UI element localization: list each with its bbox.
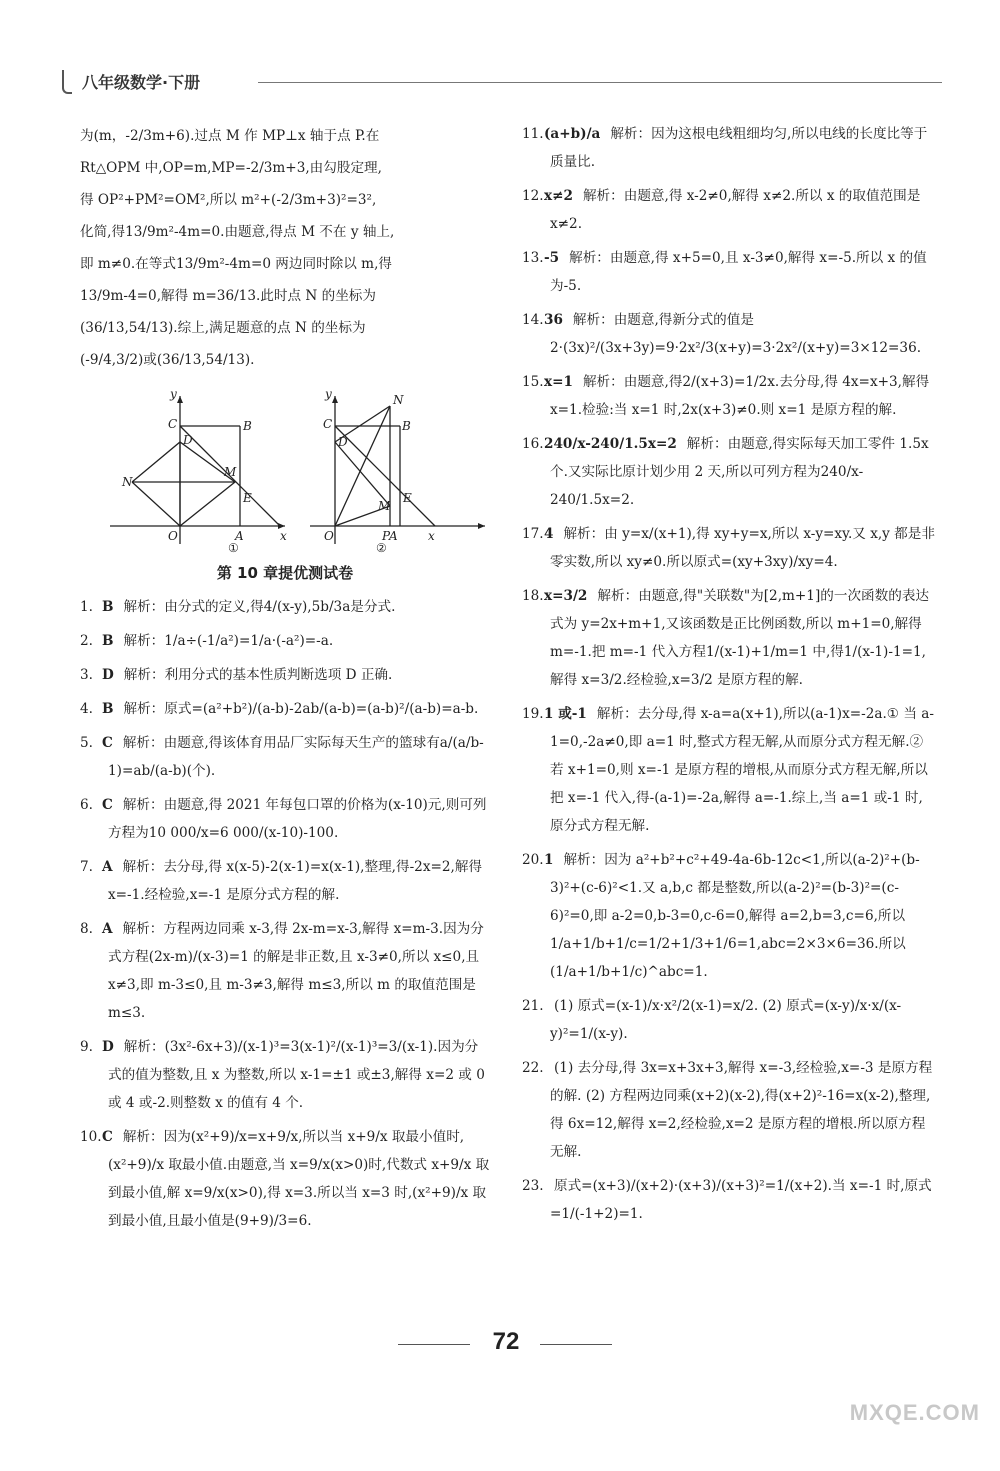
item-explanation: 解析：由题意,得该体育用品厂实际每天生产的篮球有a/(a/b-1)=ab/(a-b)(个).	[108, 735, 484, 779]
item-number: 16.	[522, 436, 544, 452]
answer-item	[80, 593, 490, 621]
item-explanation: 解析：利用分式的基本性质判断选项 D 正确.	[123, 667, 393, 683]
item-explanation: 解析：由题意,得新分式的值是2·(3x)²/(3x+3y)=9·2x²/3(x+y)=3·2x²/(x+y)=3×12=36.	[550, 312, 922, 356]
item-number: 9.	[80, 1039, 93, 1055]
item-answer: B	[102, 633, 114, 649]
svg-text:E: E	[403, 491, 412, 505]
svg-text:D: D	[183, 433, 193, 447]
left-column	[80, 120, 490, 1241]
item-explanation: 解析：去分母,得 x(x-5)-2(x-1)=x(x-1),整理,得-2x=2,解得 x=-1.经检验,x=-1 是原分式方程的解.	[108, 859, 483, 903]
item-explanation: 解析：(3x²-6x+3)/(x-1)³=3(x-1)²/(x-1)³=3/(x-1).因为分式的值为整数,且 x 为整数,所以 x-1=±1 或±3,解得 x=2 或 0 或 4 或-2.则整数 x 的值有 4 个.	[108, 1039, 485, 1111]
svg-text:A: A	[235, 529, 244, 543]
footer-rule-left	[398, 1344, 470, 1345]
item-answer: B	[102, 701, 114, 717]
item-number: 11.	[522, 126, 544, 142]
item-number: 18.	[522, 588, 544, 604]
answer-item	[80, 791, 490, 847]
item-number: 4.	[80, 701, 93, 717]
intro-line: 13/9m-4=0,解得 m=36/13.此时点 N 的坐标为	[80, 288, 376, 304]
intro-line: 化简,得13/9m²-4m=0.由题意,得点 M 不在 y 轴上,	[80, 224, 395, 240]
item-number: 17.	[522, 526, 544, 542]
intro-line: 为(m，-2/3m+6).过点 M 作 MP⊥x 轴于点 P.在	[80, 128, 380, 144]
figures	[80, 384, 490, 554]
svg-text:y: y	[325, 387, 332, 401]
item-answer: 36	[544, 312, 563, 328]
figure-2	[310, 387, 485, 554]
answer-item	[522, 846, 936, 986]
item-number: 23.	[522, 1178, 544, 1194]
answer-item	[80, 1033, 490, 1117]
item-explanation: 解析：由题意,得 x-2≠0,解得 x≠2.所以 x 的取值范围是 x≠2.	[550, 188, 921, 232]
item-explanation: 解析：方程两边同乘 x-3,得 2x-m=x-3,解得 x=m-3.因为分式方程(2x-m)/(x-3)=1 的解是非正数,且 x-3≠0,所以 x≤0,且 x≠3,即 m-3≤0,且 m-3≠3,解得 m≤3,所以 m 的取值范围是 m≤3.	[108, 921, 484, 1021]
item-explanation: 解析：因为 a²+b²+c²+49-4a-6b-12c<1,所以(a-2)²+(b-3)²+(c-6)²<1.又 a,b,c 都是整数,所以(a-2)²=(b-3)²=(c-6)²=0,即 a-2=0,b-3=0,c-6=0,解得 a=2,b=3,c=6,所以1/a+1/b+1/c=1/2+1/3+1/6=1,abc=2×3×6=36.所以(1/a+1/b+1/c)^abc=1.	[550, 852, 920, 980]
answer-item	[522, 582, 936, 694]
item-explanation: 解析：由题意,得 2021 年每包口罩的价格为(x-10)元,则可列方程为10 000/x=6 000/(x-10)-100.	[108, 797, 487, 841]
item-answer: D	[102, 667, 114, 683]
item-number: 22.	[522, 1060, 544, 1076]
answer-item	[522, 520, 936, 576]
item-answer: (a+b)/a	[544, 126, 601, 142]
item-explanation: 解析：由题意,得实际每天加工零件 1.5x 个.又实际比原计划少用 2 天,所以可列方程为240/x-240/1.5x=2.	[550, 436, 929, 508]
svg-text:C: C	[323, 417, 333, 431]
svg-text:M: M	[378, 499, 391, 513]
item-answer: x=1	[544, 374, 573, 390]
item-answer: D	[102, 1039, 114, 1055]
svg-text:E: E	[243, 491, 252, 505]
answer-item	[522, 368, 936, 424]
svg-text:B: B	[402, 419, 411, 433]
intro-line: Rt△OPM 中,OP=m,MP=-2/3m+3,由勾股定理,	[80, 160, 382, 176]
item-number: 21.	[522, 998, 544, 1014]
section-title: 第 10 章提优测试卷	[216, 564, 354, 582]
intro-line: (-9/4,3/2)或(36/13,54/13).	[80, 352, 255, 368]
answer-item	[80, 695, 490, 723]
item-number: 3.	[80, 667, 93, 683]
intro-block	[80, 120, 490, 376]
item-number: 20.	[522, 852, 544, 868]
item-number: 10.	[80, 1129, 102, 1145]
svg-text:O: O	[324, 529, 334, 543]
item-explanation: 原式=(x+3)/(x+2)·(x+3)/(x+3)²=1/(x+2).当 x=-1 时,原式=1/(-1+2)=1.	[550, 1178, 932, 1222]
item-explanation: 解析：由题意,得 x+5=0,且 x-3≠0,解得 x=-5.所以 x 的值为-5.	[550, 250, 927, 294]
item-answer: x≠2	[544, 188, 573, 204]
svg-text:D: D	[338, 435, 348, 449]
right-column	[522, 120, 936, 1234]
item-number: 12.	[522, 188, 544, 204]
item-answer: A	[102, 859, 113, 875]
item-explanation: 解析：1/a÷(-1/a²)=1/a·(-a²)=-a.	[123, 633, 334, 649]
answer-item	[80, 853, 490, 909]
header-title: 八年级数学·下册	[82, 73, 201, 92]
answer-item	[80, 915, 490, 1027]
item-number: 19.	[522, 706, 544, 722]
figure-1	[110, 387, 287, 554]
item-explanation: 解析：去分母,得 x-a=a(x+1),所以(a-1)x=-2a.① 当 a-1=0,-2a≠0,即 a=1 时,整式方程无解,从而原分式方程无解.② 若 x+1=0,则 x=-1 是原方程的增根,从而原分式方程无解,所以把 x=-1 代入,得-(a-1)=-2a,解得 a=-1.综上,当 a=1 或-1 时,原分式方程无解.	[550, 706, 934, 834]
item-number: 14.	[522, 312, 544, 328]
item-answer: C	[102, 797, 113, 813]
item-explanation: 解析：原式=(a²+b²)/(a-b)-2ab/(a-b)=(a-b)²/(a-b)=a-b.	[123, 701, 479, 717]
answer-item	[522, 700, 936, 840]
page-footer	[0, 1322, 1000, 1362]
item-number: 5.	[80, 735, 93, 751]
answer-item	[80, 627, 490, 655]
svg-text:x: x	[428, 529, 435, 543]
answer-item	[522, 1054, 936, 1166]
svg-text:B: B	[243, 419, 252, 433]
item-answer: C	[102, 1129, 113, 1145]
answer-item	[522, 992, 936, 1048]
intro-line: 即 m≠0.在等式13/9m²-4m=0 两边同时除以 m,得	[80, 256, 392, 272]
item-number: 2.	[80, 633, 93, 649]
item-answer: 1	[544, 852, 554, 868]
item-answer: 1 或-1	[544, 706, 587, 722]
item-answer: B	[102, 599, 114, 615]
answer-item	[522, 306, 936, 362]
answer-item	[522, 430, 936, 514]
item-number: 13.	[522, 250, 544, 266]
item-number: 1.	[80, 599, 93, 615]
item-explanation: 解析：由分式的定义,得4/(x-y),5b/3a是分式.	[123, 599, 396, 615]
item-number: 7.	[80, 859, 93, 875]
item-answer: C	[102, 735, 113, 751]
figure-1-label: ①	[228, 541, 239, 554]
svg-text:N: N	[393, 393, 404, 407]
left-answer-list	[80, 593, 490, 1235]
item-answer: -5	[544, 250, 560, 266]
item-answer: 240/x-240/1.5x=2	[544, 436, 677, 452]
svg-text:N: N	[122, 475, 133, 489]
header-rule	[258, 82, 942, 83]
answer-item	[522, 182, 936, 238]
svg-text:x: x	[280, 529, 287, 543]
item-explanation: 解析：因为(x²+9)/x=x+9/x,所以当 x+9/x 取最小值时,(x²+9)/x 取最小值.由题意,当 x=9/x(x>0)时,代数式 x+9/x 取到最小值,解 x=9/x(x>0),得 x=3.所以当 x=3 时,(x²+9)/x 取到最小值,且最小值是(9+9)/3=6.	[108, 1129, 490, 1229]
answer-item	[80, 1123, 490, 1235]
item-answer: A	[102, 921, 113, 937]
intro-line: (36/13,54/13).综上,满足题意的点 N 的坐标为	[80, 320, 366, 336]
answer-item	[522, 244, 936, 300]
watermark: MXQE.COM	[849, 1400, 980, 1425]
answer-item	[80, 661, 490, 689]
svg-text:M: M	[224, 465, 237, 479]
item-explanation: 解析：由题意,得"关联数"为[2,m+1]的一次函数的表达式为 y=2x+m+1,又该函数是正比例函数,所以 m+1=0,解得 m=-1.把 m=-1 代入方程1/(x-1)+1/m=1 中,得1/(x-1)-1=1,解得 x=3/2.经检验,x=3/2 是原方程的解.	[550, 588, 930, 688]
item-explanation: 解析：由题意,得2/(x+3)=1/2x.去分母,得 4x=x+3,解得 x=1.检验:当 x=1 时,2x(x+3)≠0.则 x=1 是原方程的解.	[550, 374, 930, 418]
item-answer: 4	[544, 526, 554, 542]
item-explanation: 解析：由 y=x/(x+1),得 xy+y=x,所以 x-y=xy.又 x,y 都是非零实数,所以 xy≠0.所以原式=(xy+3xy)/xy=4.	[550, 526, 935, 570]
svg-text:C: C	[168, 417, 178, 431]
item-answer: x=3/2	[544, 588, 588, 604]
figure-2-label: ②	[376, 541, 387, 554]
page-number: 72	[492, 1328, 520, 1355]
header-bracket	[62, 70, 72, 94]
page-header	[62, 68, 942, 96]
item-explanation: 解析：因为这根电线粗细均匀,所以电线的长度比等于质量比.	[550, 126, 928, 170]
item-explanation: (1) 去分母,得 3x=x+3x+3,解得 x=-3,经检验,x=-3 是原方程的解. (2) 方程两边同乘(x+2)(x-2),得(x+2)²-16=x(x-2),整理,得 6x=12,解得 x=2,经检验,x=2 是原方程的增根.所以原方程无解.	[550, 1060, 933, 1160]
item-number: 15.	[522, 374, 544, 390]
svg-text:PA: PA	[382, 529, 398, 543]
answer-item	[522, 120, 936, 176]
item-number: 8.	[80, 921, 93, 937]
geometry-figures	[80, 384, 490, 554]
item-number: 6.	[80, 797, 93, 813]
answer-item	[522, 1172, 936, 1228]
intro-line: 得 OP²+PM²=OM²,所以 m²+(-2/3m+3)²=3²,	[80, 192, 377, 208]
svg-text:O: O	[168, 529, 178, 543]
footer-rule-right	[540, 1344, 612, 1345]
item-explanation: (1) 原式=(x-1)/x·x²/2(x-1)=x/2. (2) 原式=(x-y)/x·x/(x-y)²=1/(x-y).	[550, 998, 902, 1042]
svg-text:y: y	[170, 387, 177, 401]
answer-item	[80, 729, 490, 785]
